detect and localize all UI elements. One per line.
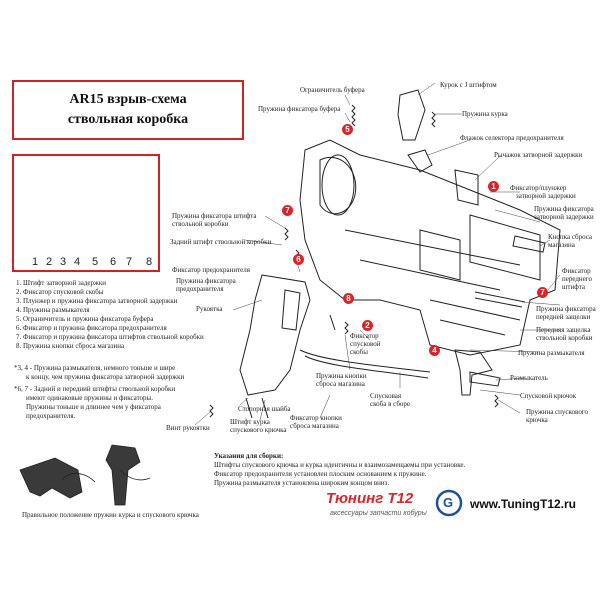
legend-item: 7. Фиксатор и пружина фиксатора штифтов ствольной коробки <box>16 333 204 341</box>
callout-label: Пружина фиксатора <box>534 205 594 213</box>
note-line: *3, 4 - Пружина размыкателя, немного тоньше и шире <box>14 364 176 372</box>
callout-label: Ограничитель буфера <box>300 86 365 94</box>
callout-label: Рукоятка <box>196 305 223 313</box>
callout-label: крючка <box>526 416 548 424</box>
assembly-instructions <box>214 452 465 488</box>
legend-item: 1. Штифт затворной задержки <box>16 279 106 287</box>
part-number: 2 <box>46 256 53 268</box>
callout-label: штифта <box>562 283 585 291</box>
callout-label: ствольной коробки <box>536 334 593 342</box>
part-badge: 1 <box>488 181 499 192</box>
callout-label: затворной задержки <box>516 192 576 200</box>
part-badge: 7 <box>282 205 293 216</box>
note-line: *6, 7 - Задний и передний штифты ствольной коробки <box>14 385 176 393</box>
callout-label: Фиксатор <box>350 332 379 340</box>
note-line: имеют одинаковые пружины и фиксаторы. <box>26 394 153 402</box>
part-badge: 6 <box>293 254 304 265</box>
notes <box>14 364 184 421</box>
part-number: 7 <box>126 256 133 268</box>
callout-label: передней защелки <box>536 313 591 321</box>
part-badge: 5 <box>342 124 353 135</box>
callout-label: Флажок селектора предохранителя <box>460 134 564 142</box>
legend-item: 2. Фиксатор спусковой скобы <box>16 288 104 296</box>
brand-logo-icon: G <box>443 495 454 510</box>
callout-label: магазина <box>548 241 575 249</box>
title-box <box>12 80 244 140</box>
callout-label: Пружина фиксатора штифта <box>172 212 257 220</box>
callout-label: Пружина фиксатора буфера <box>258 105 341 113</box>
brand-slogan: аксессуары запчасти кобуры <box>330 510 427 517</box>
part-number: 4 <box>74 256 81 268</box>
callout-label: сброса магазина <box>316 380 365 388</box>
legend-item: 3. Плунжер и пружина фиксатора затворной задержки <box>16 297 178 305</box>
callout-label: Кнопка сброса <box>548 233 593 241</box>
part-badge: 8 <box>343 293 354 304</box>
callout-label: скоба в сборе <box>370 400 410 408</box>
callout-label: Спусковой крючок <box>520 392 577 400</box>
callout-label: Пружина фиксатора <box>536 305 596 313</box>
callout-label: переднего <box>562 275 592 283</box>
part-number: 5 <box>92 256 99 268</box>
assembly-line: Штифты спускового крючка и курка идентичны и взаимозамещаемы при установке. <box>214 461 466 469</box>
assembly-line: Пружина размыкателя установлена широким концом вниз. <box>214 479 390 487</box>
callout-label: Штифт курка <box>230 418 270 426</box>
callout-label: спускового крючка <box>230 426 287 434</box>
part-number: 1 <box>32 256 39 268</box>
note-line: Пружины тоньше и длиннее чем у фиксатора <box>26 403 161 411</box>
note-line: к концу, чем пружина фиксатора затворной задержки <box>26 373 185 381</box>
callout-label: затворной задержки <box>534 213 594 221</box>
part-number: 3 <box>60 256 67 268</box>
callout-label: Спусковая <box>370 392 402 400</box>
spring-position-caption: Правильное положение пружин курка и спускового крючка <box>22 511 199 519</box>
parts-box <box>12 154 160 272</box>
callout-label: Фиксатор <box>562 267 591 275</box>
part-badge: 2 <box>362 320 373 331</box>
assembly-line: Фиксатор предохранителя установлен плоским основанием к пружине. <box>214 470 427 478</box>
callout-label: Размыкатель <box>510 374 548 382</box>
callout-label: сброса магазина <box>290 422 339 430</box>
brand-name: Тюнинг T12 <box>326 490 414 507</box>
callout-label: Фиксатор/плунжер <box>510 184 567 192</box>
callout-label: Стопорная шайба <box>238 405 291 413</box>
callout-label: ствольной коробки <box>172 220 229 228</box>
part-number: 6 <box>110 256 117 268</box>
callout-label: Пружина курка <box>462 110 508 118</box>
callout-label: Курок с J штифтом <box>440 81 497 89</box>
callout-label: спусковой <box>350 340 381 348</box>
callout-label: Передняя защелка <box>536 326 591 334</box>
callout-label: предохранителя <box>176 285 224 293</box>
part-badge: 7 <box>537 287 548 298</box>
callout-label: Винт рукоятки <box>166 424 210 432</box>
callout-label: скобы <box>350 348 368 356</box>
note-line: предохранителя. <box>26 412 76 420</box>
title-line-2: ствольная коробка <box>67 112 189 127</box>
legend-item: 8. Пружина кнопки сброса магазина <box>16 342 125 350</box>
assembly-heading: Указания для сборки: <box>214 452 284 460</box>
part-badge: 4 <box>429 345 440 356</box>
callout-label: Задний штифт ствольной коробки <box>170 238 272 246</box>
legend-item: 5. Ограничитель и пружина фиксатора буфера <box>16 315 154 323</box>
legend-item: 6. Фиксатор и пружина фиксатора предохранителя <box>16 324 167 332</box>
part-number: 8 <box>146 256 153 268</box>
callout-label: Фиксатор кнопки <box>290 414 342 422</box>
title-line-1: AR15 взрыв-схема <box>69 92 187 107</box>
callout-label: Пружина кнопки <box>316 372 367 380</box>
legend-item: 4. Пружина размыкателя <box>16 306 90 314</box>
callout-label: Фиксатор предохранителя <box>172 266 250 274</box>
callout-label: Пружина размыкателя <box>518 349 585 357</box>
brand-url-link[interactable]: www.TuningT12.ru <box>470 497 576 511</box>
callout-label: Пружина спускового <box>526 408 589 416</box>
callout-label: Рычажок затворной задержки <box>494 151 583 159</box>
callout-label: Пружина фиксатора <box>176 277 236 285</box>
